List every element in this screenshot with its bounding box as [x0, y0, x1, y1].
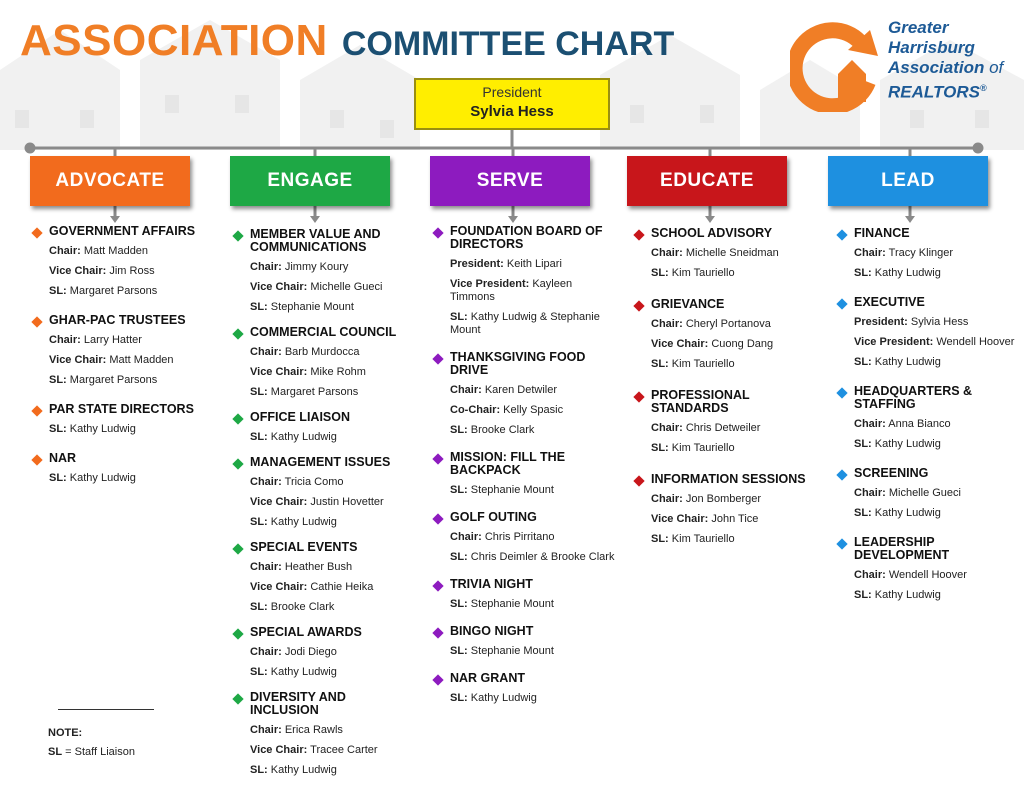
role-label: Chair: — [49, 245, 81, 257]
diamond-bullet-icon — [836, 538, 847, 549]
committee-member-line — [250, 561, 415, 574]
committee-member-line — [450, 645, 615, 658]
committee-item — [230, 626, 415, 679]
committee-item — [430, 451, 615, 497]
committee-member-line — [49, 354, 214, 367]
committee-title: PAR STATE DIRECTORS — [49, 402, 194, 416]
committee-member-line — [854, 356, 1019, 369]
role-label: SL: — [450, 551, 468, 563]
committee-member-line — [250, 496, 415, 509]
diamond-bullet-icon — [836, 229, 847, 240]
member-name: Matt Madden — [109, 354, 174, 366]
role-label: Vice Chair: — [250, 581, 308, 593]
role-label: SL: — [854, 507, 872, 519]
member-name: Jimmy Koury — [284, 261, 349, 273]
diamond-bullet-icon — [836, 298, 847, 309]
category-lead: LEAD — [828, 156, 988, 206]
member-name: Kathy Ludwig & Stephanie Mount — [450, 311, 600, 336]
member-name: Kathy Ludwig — [874, 589, 941, 601]
committee-item — [29, 452, 214, 485]
member-name: Kim Tauriello — [671, 442, 735, 454]
committee-member-line — [651, 358, 816, 371]
committee-member-line — [450, 531, 615, 544]
registered-mark: ® — [979, 83, 987, 93]
committee-member-line — [450, 311, 615, 337]
committee-member-line — [49, 472, 214, 485]
committee-title: SCHOOL ADVISORY — [651, 226, 773, 240]
logo-line-harrisburg: Harrisburg — [888, 38, 975, 57]
role-label: Chair: — [450, 531, 482, 543]
role-label: SL: — [854, 267, 872, 279]
committee-title: SCREENING — [854, 466, 929, 480]
role-label: Chair: — [49, 334, 81, 346]
committee-member-line — [854, 336, 1019, 349]
note-divider — [58, 709, 154, 710]
logo-line-realtors: REALTORS — [888, 82, 980, 102]
member-name: Kathy Ludwig — [270, 764, 337, 776]
column-educate — [631, 227, 816, 564]
logo-wordmark — [888, 18, 1003, 103]
member-name: Kelly Spasic — [503, 404, 564, 416]
role-label: SL: — [450, 692, 468, 704]
committee-member-line — [854, 487, 1019, 500]
diamond-bullet-icon — [232, 458, 243, 469]
committee-item — [29, 403, 214, 436]
member-name: Kathy Ludwig — [270, 431, 337, 443]
diamond-bullet-icon — [232, 413, 243, 424]
role-label: SL: — [250, 386, 268, 398]
role-label: Chair: — [250, 476, 282, 488]
role-label: Chair: — [450, 384, 482, 396]
committee-item — [230, 541, 415, 614]
category-serve: SERVE — [430, 156, 590, 206]
member-name: Stephanie Mount — [470, 484, 554, 496]
diamond-bullet-icon — [432, 353, 443, 364]
committee-title: HEADQUARTERS & STAFFING — [854, 384, 973, 411]
role-label: SL: — [450, 424, 468, 436]
diamond-bullet-icon — [633, 300, 644, 311]
committee-member-line — [450, 598, 615, 611]
committee-item — [430, 672, 615, 705]
committee-title: NAR — [49, 451, 77, 465]
category-engage: ENGAGE — [230, 156, 390, 206]
committee-member-line — [450, 692, 615, 705]
committee-member-line — [854, 589, 1019, 602]
committee-member-line — [250, 366, 415, 379]
committee-title: BINGO NIGHT — [450, 624, 534, 638]
president-name: Sylvia Hess — [470, 103, 554, 120]
member-name: Jon Bomberger — [685, 493, 762, 505]
diamond-bullet-icon — [836, 387, 847, 398]
member-name: Wendell Hoover — [936, 336, 1015, 348]
committee-item — [631, 227, 816, 280]
category-advocate: ADVOCATE — [30, 156, 190, 206]
role-label: Chair: — [854, 247, 886, 259]
member-name: Margaret Parsons — [69, 374, 158, 386]
committee-title: MEMBER VALUE AND COMMUNICATIONS — [250, 227, 381, 254]
committee-member-line — [854, 267, 1019, 280]
role-label: SL: — [450, 311, 468, 323]
committee-member-line — [651, 318, 816, 331]
committee-member-line — [854, 247, 1019, 260]
title-association: ASSOCIATION — [20, 16, 328, 65]
committee-title: GRIEVANCE — [651, 297, 725, 311]
diamond-bullet-icon — [432, 580, 443, 591]
committee-member-line — [250, 601, 415, 614]
committee-item — [834, 467, 1019, 520]
committee-member-line — [854, 316, 1019, 329]
member-name: Brooke Clark — [470, 424, 535, 436]
role-label: Chair: — [854, 487, 886, 499]
role-label: SL: — [250, 301, 268, 313]
member-name: Stephanie Mount — [470, 645, 554, 657]
committee-title: GOVERNMENT AFFAIRS — [49, 224, 196, 238]
member-name: Margaret Parsons — [69, 285, 158, 297]
committee-member-line — [49, 423, 214, 436]
member-name: Kathy Ludwig — [69, 472, 136, 484]
role-label: SL: — [250, 666, 268, 678]
diamond-bullet-icon — [432, 627, 443, 638]
committee-member-line — [651, 513, 816, 526]
role-label: SL: — [450, 645, 468, 657]
member-name: Chris Detweiler — [685, 422, 761, 434]
role-label: Chair: — [250, 724, 282, 736]
role-label: SL: — [250, 764, 268, 776]
role-label: Chair: — [651, 422, 683, 434]
committee-member-line — [49, 334, 214, 347]
role-label: SL: — [250, 516, 268, 528]
committee-item — [834, 296, 1019, 369]
member-name: Wendell Hoover — [888, 569, 967, 581]
column-engage — [230, 228, 415, 789]
member-name: Anna Bianco — [888, 418, 951, 430]
committee-item — [230, 228, 415, 314]
member-name: Heather Bush — [284, 561, 353, 573]
column-serve — [430, 225, 615, 719]
member-name: Michelle Sneidman — [685, 247, 779, 259]
committee-title: INFORMATION SESSIONS — [651, 472, 806, 486]
role-label: Vice Chair: — [250, 281, 308, 293]
committee-item — [834, 385, 1019, 451]
diamond-bullet-icon — [432, 227, 443, 238]
role-label: President: — [854, 316, 908, 328]
member-name: Stephanie Mount — [470, 598, 554, 610]
member-name: Jim Ross — [109, 265, 155, 277]
diamond-bullet-icon — [432, 513, 443, 524]
role-label: SL: — [49, 472, 67, 484]
diamond-bullet-icon — [633, 475, 644, 486]
member-name: Kathy Ludwig — [270, 516, 337, 528]
member-name: Sylvia Hess — [910, 316, 969, 328]
committee-member-line — [49, 265, 214, 278]
member-name: Michelle Gueci — [310, 281, 383, 293]
member-name: Kathy Ludwig — [874, 356, 941, 368]
committee-member-line — [854, 507, 1019, 520]
column-lead — [834, 227, 1019, 618]
diamond-bullet-icon — [232, 693, 243, 704]
role-label: Chair: — [250, 646, 282, 658]
committee-title: PROFESSIONAL STANDARDS — [651, 388, 750, 415]
committee-member-line — [651, 533, 816, 546]
role-label: Chair: — [250, 261, 282, 273]
member-name: Erica Rawls — [284, 724, 343, 736]
committee-item — [430, 625, 615, 658]
role-label: SL: — [651, 442, 669, 454]
committee-member-line — [450, 404, 615, 417]
member-name: Matt Madden — [83, 245, 149, 257]
committee-member-line — [250, 744, 415, 757]
committee-item — [430, 351, 615, 437]
member-name: Tricia Como — [284, 476, 344, 488]
committee-member-line — [250, 724, 415, 737]
committee-member-line — [651, 493, 816, 506]
committee-item — [430, 225, 615, 337]
committee-title: SPECIAL EVENTS — [250, 540, 358, 554]
committee-member-line — [250, 431, 415, 444]
member-name: Justin Hovetter — [310, 496, 384, 508]
member-name: Cheryl Portanova — [685, 318, 771, 330]
role-label: Chair: — [854, 418, 886, 430]
member-name: Barb Murdocca — [284, 346, 360, 358]
role-label: SL: — [854, 589, 872, 601]
committee-title: OFFICE LIAISON — [250, 410, 350, 424]
committee-member-line — [450, 384, 615, 397]
member-name: Mike Rohm — [310, 366, 366, 378]
diamond-bullet-icon — [633, 391, 644, 402]
role-label: SL: — [49, 423, 67, 435]
member-name: Cuong Dang — [711, 338, 774, 350]
diamond-bullet-icon — [232, 328, 243, 339]
committee-title: SPECIAL AWARDS — [250, 625, 362, 639]
committee-member-line — [651, 267, 816, 280]
committee-member-line — [49, 374, 214, 387]
role-label: Vice Chair: — [651, 513, 709, 525]
role-label: Vice President: — [854, 336, 934, 348]
member-name: Margaret Parsons — [270, 386, 359, 398]
role-label: Vice Chair: — [49, 265, 107, 277]
committee-title: THANKSGIVING FOOD DRIVE — [450, 350, 586, 377]
committee-member-line — [250, 646, 415, 659]
logo-line-of: of — [989, 58, 1004, 77]
committee-member-line — [651, 442, 816, 455]
member-name: Keith Lipari — [506, 258, 562, 270]
committee-item — [631, 389, 816, 455]
committee-item — [834, 227, 1019, 280]
committee-member-line — [651, 247, 816, 260]
member-name: Kayleen Timmons — [450, 278, 573, 303]
diamond-bullet-icon — [232, 230, 243, 241]
diamond-bullet-icon — [31, 316, 42, 327]
committee-member-line — [250, 764, 415, 777]
committee-item — [834, 536, 1019, 602]
column-advocate — [29, 225, 214, 501]
committee-member-line — [651, 422, 816, 435]
diamond-bullet-icon — [31, 405, 42, 416]
role-label: SL: — [651, 533, 669, 545]
diamond-bullet-icon — [836, 469, 847, 480]
role-label: Vice Chair: — [250, 366, 308, 378]
committee-item — [230, 411, 415, 444]
committee-title: FINANCE — [854, 226, 910, 240]
diamond-bullet-icon — [633, 229, 644, 240]
committee-member-line — [250, 301, 415, 314]
note-title: NOTE: — [48, 727, 83, 739]
committee-member-line — [854, 418, 1019, 431]
committee-item — [430, 578, 615, 611]
member-name: Cathie Heika — [310, 581, 374, 593]
role-label: SL: — [450, 598, 468, 610]
member-name: Kim Tauriello — [671, 533, 735, 545]
member-name: John Tice — [711, 513, 759, 525]
role-label: Vice Chair: — [250, 496, 308, 508]
role-label: Chair: — [651, 493, 683, 505]
role-label: President: — [450, 258, 504, 270]
committee-member-line — [450, 278, 615, 304]
role-label: Chair: — [250, 346, 282, 358]
note-abbr: SL — [48, 746, 63, 758]
committee-title: DIVERSITY AND INCLUSION — [250, 690, 346, 717]
committee-member-line — [49, 285, 214, 298]
role-label: SL: — [854, 356, 872, 368]
role-label: SL: — [250, 431, 268, 443]
committee-title: MANAGEMENT ISSUES — [250, 455, 391, 469]
diamond-bullet-icon — [31, 454, 42, 465]
role-label: SL: — [450, 484, 468, 496]
member-name: Kathy Ludwig — [874, 507, 941, 519]
committee-title: GHAR-PAC TRUSTEES — [49, 313, 186, 327]
role-label: SL: — [651, 358, 669, 370]
committee-member-line — [651, 338, 816, 351]
role-label: SL: — [49, 285, 67, 297]
role-label: SL: — [250, 601, 268, 613]
member-name: Kathy Ludwig — [470, 692, 537, 704]
committee-title: LEADERSHIP DEVELOPMENT — [854, 535, 950, 562]
diamond-bullet-icon — [31, 227, 42, 238]
diamond-bullet-icon — [432, 674, 443, 685]
committee-member-line — [854, 569, 1019, 582]
member-name: Brooke Clark — [270, 601, 335, 613]
role-label: Chair: — [651, 247, 683, 259]
member-name: Kathy Ludwig — [270, 666, 337, 678]
committee-member-line — [450, 484, 615, 497]
role-label: Vice Chair: — [49, 354, 107, 366]
committee-member-line — [250, 666, 415, 679]
member-name: Larry Hatter — [83, 334, 142, 346]
member-name: Kim Tauriello — [671, 358, 735, 370]
role-label: Chair: — [250, 561, 282, 573]
member-name: Kathy Ludwig — [69, 423, 136, 435]
committee-item — [430, 511, 615, 564]
committee-member-line — [450, 424, 615, 437]
diamond-bullet-icon — [232, 543, 243, 554]
logo-line-greater: Greater — [888, 18, 949, 37]
role-label: Co-Chair: — [450, 404, 501, 416]
committee-title: MISSION: FILL THE BACKPACK — [450, 450, 566, 477]
role-label: Vice President: — [450, 278, 530, 290]
role-label: Chair: — [854, 569, 886, 581]
member-name: Kathy Ludwig — [874, 267, 941, 279]
logo-line-association: Association — [888, 58, 985, 77]
chart-title — [20, 16, 674, 66]
committee-member-line — [250, 281, 415, 294]
committee-member-line — [450, 258, 615, 271]
committee-item — [631, 473, 816, 546]
member-name: Karen Detwiler — [484, 384, 557, 396]
role-label: SL: — [651, 267, 669, 279]
role-label: Vice Chair: — [250, 744, 308, 756]
category-educate: EDUCATE — [627, 156, 787, 206]
committee-item — [230, 456, 415, 529]
member-name: Tracy Klinger — [888, 247, 954, 259]
role-label: Vice Chair: — [651, 338, 709, 350]
committee-item — [230, 326, 415, 399]
member-name: Chris Deimler & Brooke Clark — [470, 551, 615, 563]
committee-title: EXECUTIVE — [854, 295, 925, 309]
role-label: SL: — [854, 438, 872, 450]
member-name: Michelle Gueci — [888, 487, 961, 499]
committee-member-line — [854, 438, 1019, 451]
committee-member-line — [49, 245, 214, 258]
diamond-bullet-icon — [232, 628, 243, 639]
note-text — [48, 746, 135, 758]
committee-member-line — [250, 476, 415, 489]
committee-title: GOLF OUTING — [450, 510, 537, 524]
committee-member-line — [250, 346, 415, 359]
committee-member-line — [450, 551, 615, 564]
committee-item — [29, 314, 214, 387]
committee-member-line — [250, 261, 415, 274]
president-box — [414, 78, 610, 130]
committee-title: NAR GRANT — [450, 671, 525, 685]
member-name: Stephanie Mount — [270, 301, 354, 313]
committee-member-line — [250, 386, 415, 399]
committee-member-line — [250, 516, 415, 529]
title-committee-chart: COMMITTEE CHART — [341, 25, 675, 63]
member-name: Kathy Ludwig — [874, 438, 941, 450]
committee-item — [29, 225, 214, 298]
note-definition: = Staff Liaison — [65, 746, 135, 758]
diamond-bullet-icon — [432, 453, 443, 464]
president-role: President — [482, 84, 542, 100]
committee-title: FOUNDATION BOARD OF DIRECTORS — [450, 224, 603, 251]
committee-item — [631, 298, 816, 371]
member-name: Jodi Diego — [284, 646, 337, 658]
member-name: Chris Pirritano — [484, 531, 555, 543]
committee-title: TRIVIA NIGHT — [450, 577, 533, 591]
member-name: Kim Tauriello — [671, 267, 735, 279]
committee-title: COMMERCIAL COUNCIL — [250, 325, 397, 339]
committee-item — [230, 691, 415, 777]
role-label: SL: — [49, 374, 67, 386]
role-label: Chair: — [651, 318, 683, 330]
committee-member-line — [250, 581, 415, 594]
member-name: Tracee Carter — [310, 744, 378, 756]
